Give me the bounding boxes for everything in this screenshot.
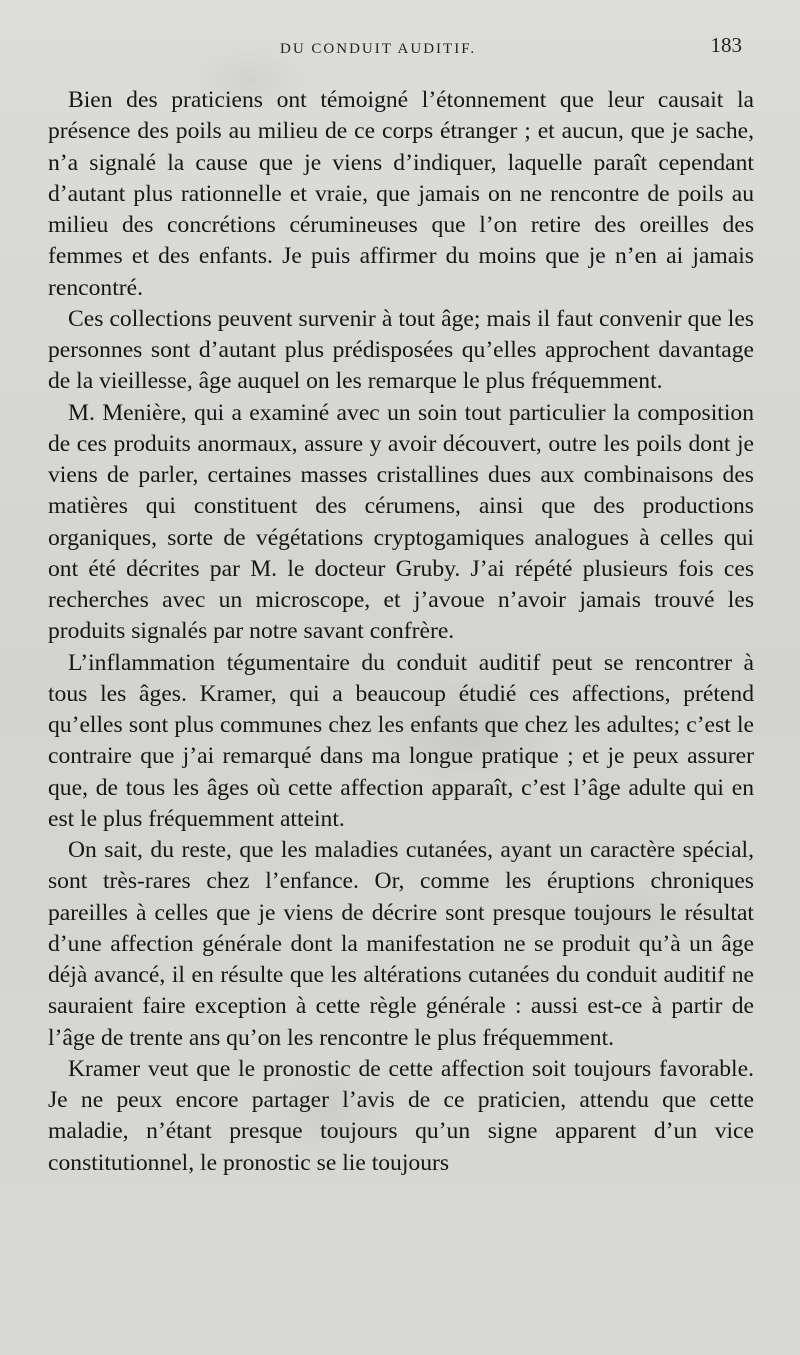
paragraph: M. Menière, qui a examiné avec un soin tout particulier la composition de ces produits anormaux, assure y avoir découvert, outre les poils dont je viens de parler, certaines masses cristallines dues aux combinaisons des matières qui constituent des cérumens, ainsi que des productions organiques, sorte de végétations cryptogamiques analogues à celles qui ont été décrites par M. le docteur Gruby. J’ai répété plusieurs fois ces recherches avec un microscope, et j’avoue n’avoir jamais trouvé les produits signalés par notre savant confrère. [48,399,754,645]
paragraph: Bien des praticiens ont témoigné l’étonnement que leur causait la présence des poils au milieu de ce corps étranger ; et aucun, que je sache, n’a signalé la cause que je viens d’indiquer, laquelle paraît cependant d’autant plus rationnelle et vraie, que jamais on ne rencontre de poils au milieu des concrétions cérumineuses que l’on retire des oreilles des femmes et des enfants. Je puis affirmer du moins que je n’en ai jamais rencontré. [48,87,754,301]
running-title: DU CONDUIT AUDITIF. [280,41,477,57]
paragraph: On sait, du reste, que les maladies cutanées, ayant un caractère spécial, sont très-rares chez l’enfance. Or, comme les éruptions chroniques pareilles à celles que je viens de décrire sont presque toujours le résultat d’une affection générale dont la manifestation ne se produit qu’à un âge déjà avancé, il en résulte que les altérations cutanées du conduit auditif ne sauraient faire exception à cette règle générale : aussi est-ce à partir de l’âge de trente ans qu’on les rencontre le plus fréquemment. [48,837,754,1051]
body-text [48,85,754,1179]
running-head [0,33,800,63]
paragraph: Kramer veut que le pronostic de cette affection soit toujours favorable. Je ne peux encore partager l’avis de ce praticien, attendu que cette maladie, n’étant presque toujours qu’un signe apparent d’un vice constitutionnel, le pronostic se lie toujours [48,1055,754,1176]
paragraph: Ces collections peuvent survenir à tout âge; mais il faut convenir que les personnes sont d’autant plus prédisposées qu’elles approchent davantage de la vieillesse, âge auquel on les remarque le plus fréquemment. [48,305,754,395]
paragraph: L’inflammation tégumentaire du conduit auditif peut se rencontrer à tous les âges. Kramer, qui a beaucoup étudié ces affections, prétend qu’elles sont plus communes chez les enfants que chez les adultes; c’est le contraire que j’ai remarqué dans ma longue pratique ; et je peux assurer que, de tous les âges où cette affection apparaît, c’est l’âge adulte qui en est le plus fréquemment atteint. [48,649,754,832]
page-number: 183 [710,33,742,57]
